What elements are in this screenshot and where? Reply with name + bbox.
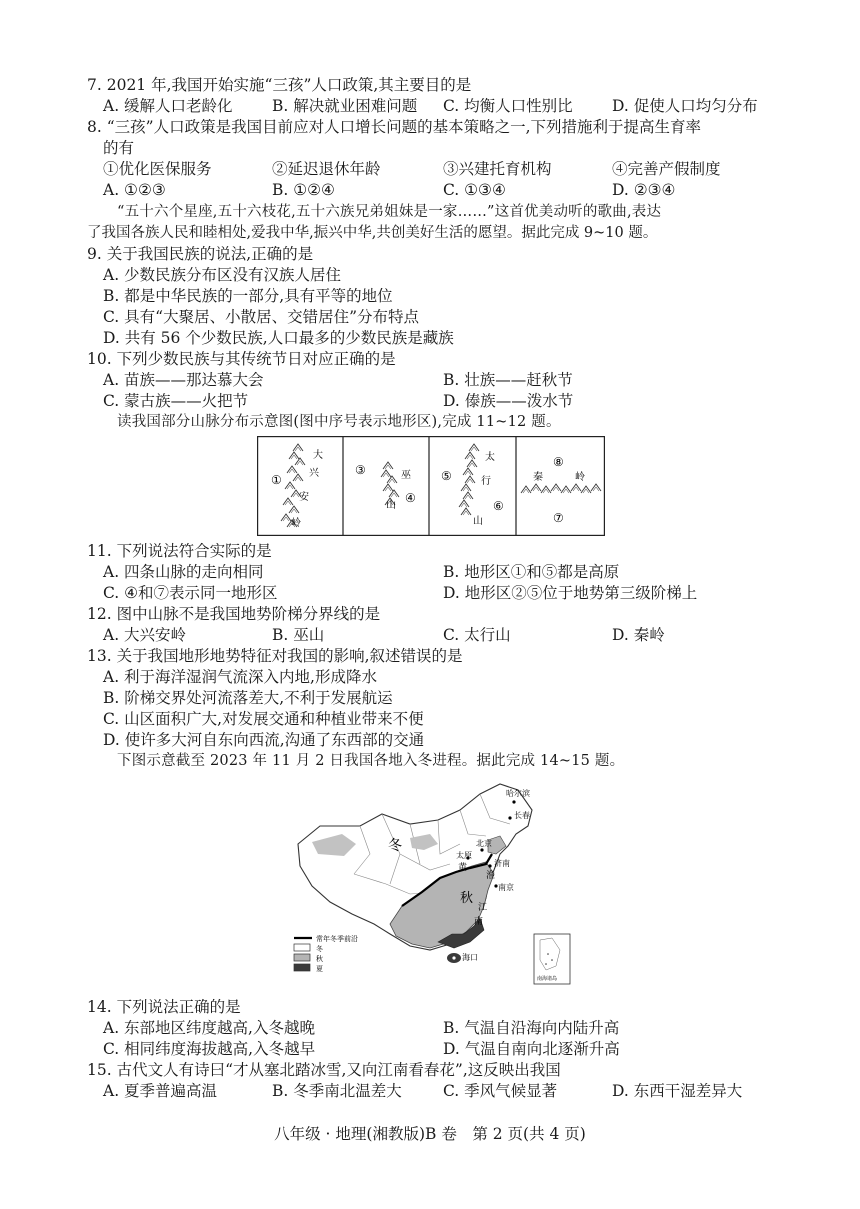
city-jinan: 济南 bbox=[494, 859, 510, 868]
city-haikou: 海口 bbox=[462, 953, 478, 962]
q10-option-d: D. 傣族——泼水节 bbox=[443, 392, 574, 410]
panel3-marker-6: ⑥ bbox=[493, 499, 504, 513]
passage-9-10-line-2: 了我国各族人民和睦相处,爱我中华,振兴中华,共创美好生活的愿望。据此完成 9~10 题。 bbox=[87, 225, 658, 241]
label-autumn: 秋 bbox=[460, 891, 474, 906]
q8-item-2: ②延迟退休年龄 bbox=[272, 160, 381, 178]
q10-option-c: C. 蒙古族——火把节 bbox=[103, 392, 249, 410]
q7-option-d: D. 促使人口均匀分布 bbox=[612, 97, 758, 115]
panel3-label-3: 山 bbox=[473, 516, 483, 527]
panel4-marker-8: ⑧ bbox=[553, 455, 564, 469]
q8-stem-2: 的有 bbox=[103, 139, 135, 157]
q15-option-b: B. 冬季南北温差大 bbox=[272, 1082, 402, 1100]
panel1-label-2: 兴 bbox=[309, 468, 319, 479]
passage-11-12: 读我国部分山脉分布示意图(图中序号表示地形区),完成 11~12 题。 bbox=[117, 414, 561, 430]
mountain-range-figure bbox=[257, 436, 605, 536]
q15-stem: 15. 古代文人有诗曰“才从塞北踏冰雪,又向江南看春花”,这反映出我国 bbox=[87, 1061, 561, 1079]
panel3-label-1: 太 bbox=[485, 452, 495, 463]
city-harbin: 哈尔滨 bbox=[506, 789, 530, 798]
map-legend bbox=[294, 934, 358, 973]
q11-option-b: B. 地形区①和⑤都是高原 bbox=[443, 563, 620, 581]
panel3-marker-5: ⑤ bbox=[441, 469, 452, 483]
label-jiang: 江 bbox=[478, 903, 488, 913]
q14-option-c: C. 相同纬度海拔越高,入冬越早 bbox=[103, 1040, 316, 1058]
q14-option-a: A. 东部地区纬度越高,入冬越晚 bbox=[103, 1019, 315, 1037]
q11-option-d: D. 地形区②⑤位于地势第三级阶梯上 bbox=[443, 584, 698, 602]
panel4-label-1: 秦 bbox=[533, 472, 543, 483]
label-huai: 淮 bbox=[486, 871, 496, 881]
q15-option-a: A. 夏季普遍高温 bbox=[103, 1082, 218, 1100]
q8-item-3: ③兴建托育机构 bbox=[443, 160, 552, 178]
city-changchun: 长春 bbox=[514, 811, 530, 820]
q9-option-c: C. 具有“大聚居、小散居、交错居住”分布特点 bbox=[103, 308, 420, 326]
q12-option-d: D. 秦岭 bbox=[612, 626, 665, 644]
legend-winter: 冬 bbox=[316, 945, 323, 953]
q7-option-c: C. 均衡人口性别比 bbox=[443, 97, 573, 115]
q15-option-d: D. 东西干湿差异大 bbox=[612, 1082, 743, 1100]
south-china-sea-inset bbox=[534, 934, 570, 984]
q8-option-d: D. ②③④ bbox=[612, 181, 676, 199]
q13-option-b: B. 阶梯交界处河流落差大,不利于发展航运 bbox=[103, 689, 393, 707]
q12-option-a: A. 大兴安岭 bbox=[103, 626, 187, 644]
legend-autumn: 秋 bbox=[316, 955, 323, 963]
q8-stem-1: 8. “三孩”人口政策是我国目前应对人口增长问题的基本策略之一,下列措施利于提高生育率 bbox=[87, 118, 701, 136]
q11-option-c: C. ④和⑦表示同一地形区 bbox=[103, 584, 278, 602]
q14-option-b: B. 气温自沿海向内陆升高 bbox=[443, 1019, 620, 1037]
q12-stem: 12. 图中山脉不是我国地势阶梯分界线的是 bbox=[87, 605, 381, 623]
q10-option-b: B. 壮族——赶秋节 bbox=[443, 371, 573, 389]
q9-option-b: B. 都是中华民族的一部分,具有平等的地位 bbox=[103, 287, 393, 305]
passage-14-15: 下图示意截至 2023 年 11 月 2 日我国各地入冬进程。据此完成 14~15 题。 bbox=[117, 753, 625, 769]
china-winter-onset-map bbox=[290, 774, 580, 994]
legend-summer: 夏 bbox=[316, 965, 323, 973]
q12-option-b: B. 巫山 bbox=[272, 626, 325, 644]
panel-taihangshan bbox=[441, 444, 504, 527]
q12-option-c: C. 太行山 bbox=[443, 626, 511, 644]
q11-stem: 11. 下列说法符合实际的是 bbox=[87, 542, 272, 560]
q7-option-b: B. 解决就业困难问题 bbox=[272, 97, 418, 115]
panel1-marker: ① bbox=[271, 473, 282, 487]
label-winter: 冬 bbox=[388, 838, 402, 854]
q7-option-a: A. 缓解人口老龄化 bbox=[103, 97, 233, 115]
city-nanjing: 南京 bbox=[498, 883, 514, 892]
q7-stem: 7. 2021 年,我国开始实施“三孩”人口政策,其主要目的是 bbox=[87, 76, 472, 94]
city-beijing: 北京 bbox=[476, 839, 492, 848]
panel1-label-3: 安 bbox=[299, 492, 309, 503]
q9-stem: 9. 关于我国民族的说法,正确的是 bbox=[87, 245, 314, 263]
city-taiyuan: 太原 bbox=[456, 851, 472, 860]
panel1-label-4: 岭 bbox=[291, 518, 301, 529]
panel2-marker-3: ③ bbox=[355, 463, 366, 477]
panel2-marker-4: ④ bbox=[405, 491, 416, 505]
label-huang: 黄 bbox=[458, 863, 468, 873]
q8-option-a: A. ①②③ bbox=[103, 181, 166, 199]
q15-option-c: C. 季风气候显著 bbox=[443, 1082, 558, 1100]
q10-option-a: A. 苗族——那达慕大会 bbox=[103, 371, 264, 389]
panel2-label-1: 巫 bbox=[401, 470, 411, 481]
panel-qinling bbox=[521, 455, 601, 525]
page-footer: 八年级 · 地理(湘教版)B 卷 第 2 页(共 4 页) bbox=[274, 1125, 586, 1143]
q14-option-d: D. 气温自南向北逐渐升高 bbox=[443, 1040, 620, 1058]
panel1-label-1: 大 bbox=[313, 450, 323, 461]
q8-item-1: ①优化医保服务 bbox=[103, 160, 212, 178]
panel4-label-2: 岭 bbox=[575, 472, 585, 483]
label-nan: 南 bbox=[474, 917, 484, 927]
q8-item-4: ④完善产假制度 bbox=[612, 160, 721, 178]
q10-stem: 10. 下列少数民族与其传统节日对应正确的是 bbox=[87, 350, 396, 368]
q8-option-c: C. ①③④ bbox=[443, 181, 506, 199]
q11-option-a: A. 四条山脉的走向相同 bbox=[103, 563, 264, 581]
q9-option-a: A. 少数民族分布区没有汉族人居住 bbox=[103, 266, 342, 284]
legend-front: 常年冬季前沿 bbox=[316, 935, 358, 943]
panel4-marker-7: ⑦ bbox=[553, 511, 564, 525]
q9-option-d: D. 共有 56 个少数民族,人口最多的少数民族是藏族 bbox=[103, 329, 454, 347]
q14-stem: 14. 下列说法正确的是 bbox=[87, 998, 241, 1016]
q13-option-a: A. 利于海洋湿润气流深入内地,形成降水 bbox=[103, 668, 377, 686]
passage-9-10-line-1: “五十六个星座,五十六枝花,五十六族兄弟姐妹是一家……”这首优美动听的歌曲,表达 bbox=[117, 204, 662, 220]
q13-stem: 13. 关于我国地形地势特征对我国的影响,叙述错误的是 bbox=[87, 647, 463, 665]
inset-label: 南海诸岛 bbox=[537, 976, 558, 982]
panel-daxinganling bbox=[271, 444, 323, 529]
panel3-label-2: 行 bbox=[481, 476, 491, 487]
q8-option-b: B. ①②④ bbox=[272, 181, 335, 199]
panel2-label-2: 山 bbox=[386, 500, 396, 511]
q13-option-c: C. 山区面积广大,对发展交通和种植业带来不便 bbox=[103, 710, 424, 728]
q13-option-d: D. 使许多大河自东向西流,沟通了东西部的交通 bbox=[103, 731, 425, 749]
panel-wushan bbox=[355, 462, 416, 511]
